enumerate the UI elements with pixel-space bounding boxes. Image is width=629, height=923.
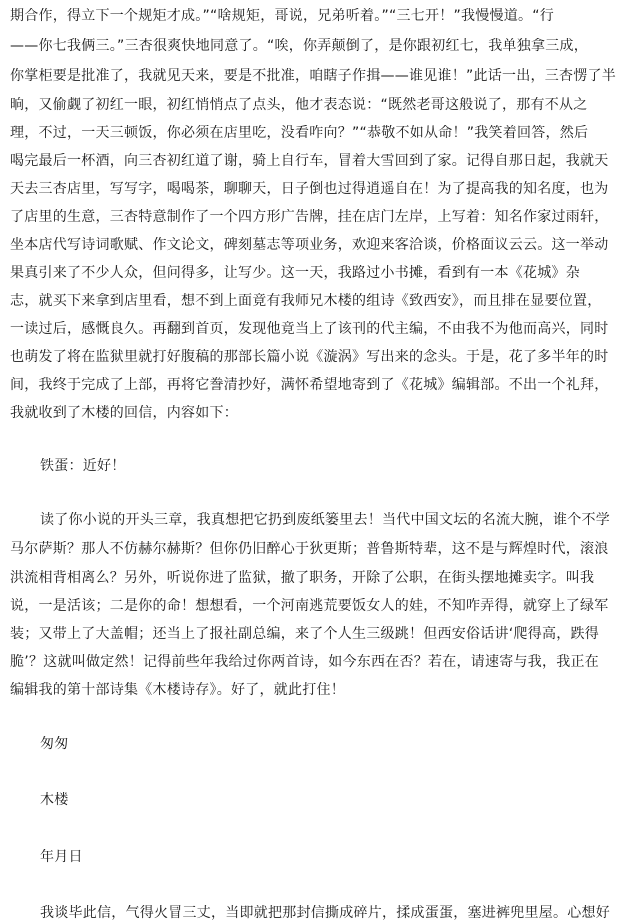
text-line: 理，不过，一天三顿饭，你必须在店里吃，没看咋向？”“恭敬不如从命！”我笑着回答，然后 (10, 125, 589, 141)
text-line: 我谈毕此信，气得火冒三丈，当即就把那封信撕成碎片，揉成蛋蛋，塞进裤兜里屋。心想好 (40, 905, 610, 921)
letter-signature: 木楼 (40, 792, 69, 808)
text-line: 志，就买下来拿到店里看，想不到上面竟有我师兄木楼的组诗《致西安》，而且排在显要位置， (10, 293, 602, 309)
text-line: 间，我终于完成了上部，再将它誊清抄好，满怀希望地寄到了《花城》编辑部。不出一个礼拜， (10, 377, 609, 393)
letter-greeting: 铁蛋：近好！ (40, 458, 126, 474)
text-line: 期合作，得立下一个规矩才成。”“啥规矩，哥说，兄弟听着。”“三七开！”我慢慢道。“行 (10, 8, 555, 24)
letter-line: 马尔萨斯？那人不仿赫尔赫斯？但你仍旧醉心于狄更斯；普鲁斯特辈，这不是与辉煌时代，滚浪 (10, 541, 609, 557)
letter-line: 编辑我的第十部诗集《木楼诗存》。好了，就此打住！ (10, 682, 345, 698)
text-line: 了店里的生意，三杏特意制作了一个四方形广告牌，挂在店门左岸，上写着：知名作家过雨轩， (10, 209, 609, 225)
letter-line: 脆’？这就叫做定然！记得前些年我给过你两首诗，如今东西在否？若在，请速寄与我，我正在 (10, 654, 599, 670)
text-line: 坐本店代写诗词歌赋、作文论文，碑刻墓志等项业务，欢迎来客洽谈，价格面议云云。这一举动 (10, 237, 609, 253)
letter-date: 年月日 (40, 849, 83, 865)
letter-line: 说，一是活该；二是你的命！想想看，一个河南逃荒要饭女人的娃，不知咋弄得，就穿上了绿军 (10, 598, 609, 614)
text-line: 我就收到了木楼的回信，内容如下： (10, 405, 238, 421)
text-line: ——你七我俩三。”三杏很爽快地同意了。“唉，你弄颠倒了，是你跟初红七，我单独拿三成， (10, 38, 589, 54)
text-line: 一读过后，感慨良久。再翻到首页，发现他竟当上了该刊的代主编，不由我不为他而高兴，同时 (10, 321, 609, 337)
text-line: 果真引来了不少人众，但问得多，让写少。这一天，我路过小书摊，看到有一本《花城》杂 (10, 265, 580, 281)
text-line: 也萌发了将在监狱里就打好腹稿的那部长篇小说《漩涡》写出来的念头。于是，花了多半年的时 (10, 349, 609, 365)
text-line: 你掌柜要是批准了，我就见天来，要是不批准，咱瞎子作揖——谁见谁！”此话一出，三杏愣了半 (10, 68, 617, 84)
text-line: 晌，又偷觑了初红一眼，初红悄悄点了点头，他才表态说：“既然老哥这般说了，那有不从之 (10, 97, 588, 113)
text-line: 喝完最后一杯酒，向三杏初红道了谢，骑上自行车，冒着大雪回到了家。记得自那日起，我就天 (10, 153, 609, 169)
text-line: 天去三杏店里，写写字，喝喝茶，聊聊天，日子倒也过得逍遥自在！为了提高我的知名度，也为 (10, 181, 609, 197)
letter-line: 读了你小说的开头三章，我真想把它扔到废纸篓里去！当代中国文坛的名流大腕，谁个不学 (40, 512, 610, 528)
letter-closing: 匆匆 (40, 736, 69, 752)
letter-line: 装；又带上了大盖帽；还当上了报社副总编，来了个人生三级跳！但西安俗话讲‘爬得高，跌得 (10, 626, 599, 642)
letter-line: 洪流相背相离么？另外，听说你进了监狱，撤了职务，开除了公职，在街头摆地摊卖字。叫我 (10, 570, 595, 586)
